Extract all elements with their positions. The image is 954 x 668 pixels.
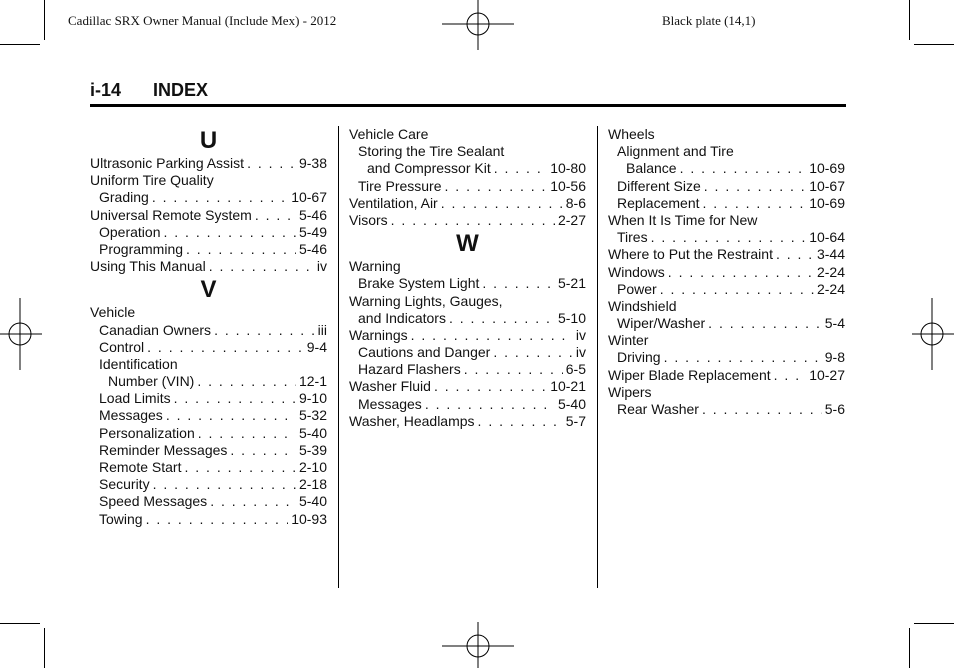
dot-leader [391, 212, 555, 229]
crop-mark [0, 44, 40, 45]
index-entry [90, 304, 327, 321]
index-entry [90, 493, 327, 510]
page-reference: 5-7 [565, 412, 586, 429]
registration-mark-right [912, 298, 954, 370]
index-entry [349, 378, 586, 395]
index-entry [90, 407, 327, 424]
crop-mark [909, 0, 910, 40]
entry-text: Rear Washer [617, 401, 699, 417]
entry-text: Vehicle [90, 304, 136, 321]
index-entry [349, 396, 586, 413]
index-entry [90, 511, 327, 528]
entry-text: Power [617, 280, 657, 297]
crop-mark [909, 628, 910, 668]
entry-text: Identification [99, 355, 178, 372]
registration-mark-left [0, 298, 42, 370]
index-column-3 [608, 126, 845, 418]
entry-text: Windows [608, 263, 665, 280]
page-reference: 5-32 [298, 407, 327, 424]
entry-text: Replacement [617, 194, 700, 211]
index-entry [349, 293, 586, 310]
crop-mark [0, 623, 40, 624]
dot-leader [776, 246, 814, 263]
index-entry [349, 327, 586, 344]
index-entry [349, 275, 586, 292]
index-entry [90, 258, 327, 275]
page-reference: iii [317, 321, 327, 338]
column-divider [597, 126, 598, 588]
index-entry [608, 126, 845, 143]
entry-text: Warning [349, 258, 401, 275]
entry-text: Messages [358, 395, 422, 412]
entry-text: Tires [617, 229, 648, 246]
index-entry [349, 143, 586, 160]
entry-text: Security [99, 476, 150, 493]
entry-text: Messages [99, 407, 163, 424]
index-entry [349, 361, 586, 378]
dot-leader [163, 224, 295, 241]
index-entry [608, 264, 845, 281]
index-entry [608, 178, 845, 195]
dot-leader [153, 476, 296, 493]
dot-leader [214, 322, 315, 339]
index-entry [90, 322, 327, 339]
page-reference: 5-40 [298, 424, 327, 441]
page-number: i-14 [90, 80, 122, 100]
entry-text: Washer Fluid [349, 378, 431, 395]
entry-text: Wipers [608, 383, 652, 400]
crop-mark [914, 44, 954, 45]
index-column-2 [349, 126, 586, 430]
page-reference: 10-67 [291, 189, 327, 206]
entry-text: Driving [617, 349, 661, 366]
page-reference: 2-10 [298, 459, 327, 475]
dot-leader [166, 407, 296, 424]
index-entry [608, 143, 845, 160]
index-entry [608, 195, 845, 212]
index-entry [90, 373, 327, 390]
registration-mark-bottom [442, 622, 514, 668]
dot-leader [478, 413, 563, 430]
page-reference: 8-6 [565, 194, 586, 211]
index-entry [349, 178, 586, 195]
page-reference: 2-27 [557, 211, 586, 228]
dot-leader [664, 349, 822, 366]
dot-leader [147, 339, 304, 356]
entry-text: Speed Messages [99, 493, 208, 510]
entry-text: Reminder Messages [99, 441, 228, 458]
page-reference: 5-40 [298, 493, 327, 510]
index-entry [608, 229, 845, 246]
page-reference: 10-93 [291, 510, 327, 527]
entry-text: Brake System Light [358, 275, 480, 292]
dot-leader [255, 207, 296, 224]
entry-text: Storing the Tire Sealant [358, 143, 505, 160]
page-reference: 5-46 [298, 206, 327, 223]
index-entry [349, 160, 586, 177]
dot-leader [441, 195, 563, 212]
dot-leader [703, 195, 807, 212]
page-reference: 10-64 [809, 229, 845, 246]
entry-text: Warning Lights, Gauges, [349, 292, 503, 309]
entry-text: Where to Put the Restraint [608, 246, 773, 263]
entry-text: Cautions and Danger [358, 344, 491, 361]
index-entry [608, 315, 845, 332]
entry-text: Alignment and Tire [617, 143, 734, 160]
entry-text: Balance [626, 160, 677, 177]
dot-leader [708, 315, 822, 332]
index-entry [608, 332, 845, 349]
index-entry [608, 401, 845, 418]
page-reference: 10-80 [550, 160, 586, 177]
entry-text: Tire Pressure [358, 177, 442, 194]
page-reference: 10-27 [809, 366, 845, 383]
page-reference: 5-10 [557, 309, 586, 326]
dot-leader [482, 275, 555, 292]
page-reference: 9-38 [298, 155, 327, 171]
entry-text: Wiper/Washer [617, 315, 706, 332]
index-entry [90, 476, 327, 493]
index-entry [608, 160, 845, 177]
page-reference: iv [316, 258, 327, 275]
entry-text: Using This Manual [90, 258, 206, 275]
index-entry [608, 281, 845, 298]
index-entry [90, 425, 327, 442]
entry-text: Vehicle Care [349, 126, 429, 142]
page-title: INDEX [153, 80, 209, 100]
dot-leader [186, 241, 296, 258]
index-entry [90, 390, 327, 407]
dot-leader [702, 401, 822, 418]
dot-leader [668, 264, 814, 281]
running-header-title: Cadillac SRX Owner Manual (Include Mex) - 2012 [68, 13, 337, 28]
page-reference: 10-67 [809, 177, 845, 194]
entry-text: Winter [608, 332, 649, 349]
index-entry [90, 356, 327, 373]
page-reference: 9-8 [824, 349, 845, 366]
index-entry [608, 349, 845, 366]
dot-leader [230, 442, 296, 459]
page-reference: 3-44 [816, 246, 845, 263]
index-entry [608, 246, 845, 263]
entry-text: and Indicators [358, 309, 446, 326]
page-reference: iv [575, 326, 586, 343]
page-reference: 12-1 [298, 373, 327, 390]
dot-leader [198, 425, 296, 442]
index-entry [608, 384, 845, 401]
entry-text: Different Size [617, 177, 701, 194]
index-entry [90, 189, 327, 206]
page-reference: 5-6 [824, 401, 845, 417]
entry-text: and Compressor Kit [367, 160, 491, 177]
index-entry [90, 339, 327, 356]
running-header-plate: Black plate (14,1) [662, 13, 756, 28]
dot-leader [680, 160, 807, 177]
index-entry [349, 310, 586, 327]
index-entry [608, 212, 845, 229]
section-letter: V [200, 276, 217, 304]
index-entry [90, 459, 327, 476]
entry-text: Wheels [608, 126, 655, 142]
index-entry [349, 258, 586, 275]
entry-text: Visors [349, 211, 388, 228]
page-reference: 5-39 [298, 441, 327, 458]
dot-leader [146, 511, 289, 528]
entry-text: Load Limits [99, 390, 171, 407]
crop-mark [44, 0, 45, 40]
entry-text: Ventilation, Air [349, 194, 438, 211]
dot-leader [445, 178, 548, 195]
page-heading [90, 80, 846, 107]
page-reference: 5-40 [557, 395, 586, 412]
entry-text: Operation [99, 223, 161, 240]
index-entry [349, 195, 586, 212]
entry-text: Universal Remote System [90, 206, 252, 223]
entry-text: Canadian Owners [99, 321, 212, 338]
page-reference: 9-4 [306, 338, 327, 355]
entry-text: Ultrasonic Parking Assist [90, 155, 245, 171]
index-column-1 [90, 126, 327, 528]
entry-text: Towing [99, 510, 143, 527]
dot-leader [434, 378, 547, 395]
page-reference: 10-69 [809, 194, 845, 211]
entry-text: Number (VIN) [108, 373, 195, 390]
page-reference: 2-24 [816, 263, 845, 280]
dot-leader [494, 160, 547, 177]
page-reference: 9-10 [298, 390, 327, 407]
index-entry [349, 126, 586, 143]
page-reference: 5-49 [298, 223, 327, 240]
registration-mark-top [442, 0, 514, 52]
entry-text: Washer, Headlamps [349, 412, 475, 429]
section-letter: U [199, 127, 218, 154]
dot-leader [464, 361, 563, 378]
index-entry [608, 367, 845, 384]
dot-leader [209, 258, 314, 275]
entry-text: Hazard Flashers [358, 361, 461, 378]
entry-text: Warnings [349, 326, 408, 343]
index-entry [608, 298, 845, 315]
crop-mark [44, 628, 45, 668]
entry-text: Uniform Tire Quality [90, 172, 214, 189]
index-entry [90, 172, 327, 189]
entry-text: Wiper Blade Replacement [608, 366, 771, 383]
dot-leader [704, 178, 806, 195]
entry-text: Programming [99, 240, 184, 257]
section-letter: W [456, 230, 479, 258]
dot-leader [449, 310, 555, 327]
page-reference: 2-24 [816, 280, 845, 297]
crop-mark [914, 623, 954, 624]
index-entry [349, 212, 586, 229]
index-entry [349, 413, 586, 430]
dot-leader [247, 155, 296, 172]
dot-leader [411, 327, 573, 344]
dot-leader [660, 281, 814, 298]
entry-text: Grading [99, 189, 149, 206]
index-entry [349, 344, 586, 361]
entry-text: Remote Start [99, 459, 182, 475]
dot-leader [210, 493, 296, 510]
entry-text: Personalization [99, 424, 195, 441]
dot-leader [493, 344, 573, 361]
index-entry [90, 155, 327, 172]
page-reference: 10-69 [809, 160, 845, 177]
entry-text: Control [99, 338, 145, 355]
page-reference: 5-4 [824, 315, 845, 332]
page-reference: 10-21 [550, 378, 586, 395]
dot-leader [774, 367, 807, 384]
entry-text: Windshield [608, 297, 677, 314]
column-divider [338, 126, 339, 588]
index-entry [90, 224, 327, 241]
page-reference: 2-18 [298, 476, 327, 493]
page-reference: 5-21 [557, 275, 586, 292]
entry-text: When It Is Time for New [608, 211, 758, 228]
page-reference: iv [575, 344, 586, 361]
index-entry [90, 241, 327, 258]
page-reference: 10-56 [550, 177, 586, 194]
page-reference: 5-46 [298, 240, 327, 257]
dot-leader [174, 390, 296, 407]
dot-leader [184, 459, 295, 476]
dot-leader [425, 396, 555, 413]
dot-leader [651, 229, 807, 246]
index-entry [90, 207, 327, 224]
dot-leader [152, 189, 288, 206]
page-reference: 6-5 [565, 361, 586, 378]
index-entry [90, 442, 327, 459]
dot-leader [197, 373, 296, 390]
